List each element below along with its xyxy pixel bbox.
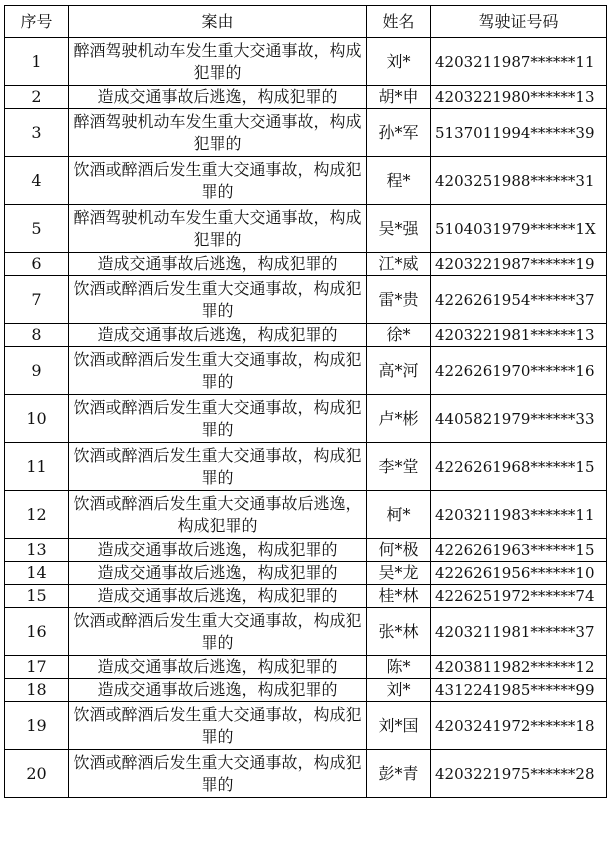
cell-name: 何*极 xyxy=(367,539,431,562)
cell-license: 4405821979******33 xyxy=(431,395,607,443)
table-row xyxy=(5,562,607,585)
header-row xyxy=(5,6,607,38)
cell-name: 吴*龙 xyxy=(367,562,431,585)
table-row xyxy=(5,608,607,656)
cell-license: 4226261968******15 xyxy=(431,443,607,491)
cell-no: 9 xyxy=(5,347,69,395)
cell-reason: 醉酒驾驶机动车发生重大交通事故，构成犯罪的 xyxy=(69,38,367,86)
cell-reason: 造成交通事故后逃逸，构成犯罪的 xyxy=(69,679,367,702)
cell-name: 刘* xyxy=(367,38,431,86)
cell-license: 4203811982******12 xyxy=(431,656,607,679)
cell-no: 1 xyxy=(5,38,69,86)
cell-reason: 饮酒或醉酒后发生重大交通事故，构成犯罪的 xyxy=(69,443,367,491)
table-row xyxy=(5,539,607,562)
cell-no: 10 xyxy=(5,395,69,443)
cell-name: 徐* xyxy=(367,324,431,347)
cell-name: 彭*青 xyxy=(367,750,431,798)
header-license: 驾驶证号码 xyxy=(431,6,607,38)
cell-reason: 饮酒或醉酒后发生重大交通事故，构成犯罪的 xyxy=(69,702,367,750)
cell-reason: 饮酒或醉酒后发生重大交通事故，构成犯罪的 xyxy=(69,347,367,395)
cell-reason: 醉酒驾驶机动车发生重大交通事故，构成犯罪的 xyxy=(69,109,367,157)
cell-no: 2 xyxy=(5,86,69,109)
cell-license: 4226251972******74 xyxy=(431,585,607,608)
cell-name: 陈* xyxy=(367,656,431,679)
cell-reason: 造成交通事故后逃逸，构成犯罪的 xyxy=(69,324,367,347)
cell-name: 程* xyxy=(367,157,431,205)
cell-reason: 饮酒或醉酒后发生重大交通事故，构成犯罪的 xyxy=(69,276,367,324)
cell-name: 张*林 xyxy=(367,608,431,656)
table-row xyxy=(5,443,607,491)
cell-name: 江*威 xyxy=(367,253,431,276)
header-no: 序号 xyxy=(5,6,69,38)
cell-name: 柯* xyxy=(367,491,431,539)
cell-no: 7 xyxy=(5,276,69,324)
cell-name: 雷*贵 xyxy=(367,276,431,324)
cell-name: 高*河 xyxy=(367,347,431,395)
cell-license: 4203241972******18 xyxy=(431,702,607,750)
cell-name: 刘* xyxy=(367,679,431,702)
cell-license: 4203251988******31 xyxy=(431,157,607,205)
cell-name: 胡*申 xyxy=(367,86,431,109)
cell-no: 8 xyxy=(5,324,69,347)
table-row xyxy=(5,702,607,750)
table-row xyxy=(5,157,607,205)
header-reason: 案由 xyxy=(69,6,367,38)
cell-reason: 饮酒或醉酒后发生重大交通事故，构成犯罪的 xyxy=(69,157,367,205)
table-row xyxy=(5,86,607,109)
cell-reason: 造成交通事故后逃逸，构成犯罪的 xyxy=(69,86,367,109)
cell-no: 15 xyxy=(5,585,69,608)
cell-name: 李*堂 xyxy=(367,443,431,491)
cell-no: 20 xyxy=(5,750,69,798)
cell-no: 13 xyxy=(5,539,69,562)
cell-reason: 造成交通事故后逃逸，构成犯罪的 xyxy=(69,656,367,679)
violations-table xyxy=(4,5,607,798)
cell-no: 18 xyxy=(5,679,69,702)
cell-license: 4203221975******28 xyxy=(431,750,607,798)
cell-reason: 饮酒或醉酒后发生重大交通事故，构成犯罪的 xyxy=(69,608,367,656)
cell-license: 4203211983******11 xyxy=(431,491,607,539)
cell-no: 17 xyxy=(5,656,69,679)
cell-no: 16 xyxy=(5,608,69,656)
cell-no: 12 xyxy=(5,491,69,539)
cell-reason: 饮酒或醉酒后发生重大交通事故后逃逸，构成犯罪的 xyxy=(69,491,367,539)
cell-license: 4226261954******37 xyxy=(431,276,607,324)
table-row xyxy=(5,656,607,679)
cell-reason: 造成交通事故后逃逸，构成犯罪的 xyxy=(69,562,367,585)
cell-no: 5 xyxy=(5,205,69,253)
cell-no: 14 xyxy=(5,562,69,585)
cell-no: 19 xyxy=(5,702,69,750)
cell-no: 3 xyxy=(5,109,69,157)
table-row xyxy=(5,585,607,608)
table-row xyxy=(5,324,607,347)
header-name: 姓名 xyxy=(367,6,431,38)
cell-no: 11 xyxy=(5,443,69,491)
cell-license: 4226261963******15 xyxy=(431,539,607,562)
cell-reason: 造成交通事故后逃逸，构成犯罪的 xyxy=(69,539,367,562)
table-row xyxy=(5,253,607,276)
cell-reason: 造成交通事故后逃逸，构成犯罪的 xyxy=(69,253,367,276)
table-row xyxy=(5,205,607,253)
table-row xyxy=(5,395,607,443)
cell-name: 孙*军 xyxy=(367,109,431,157)
cell-license: 5137011994******39 xyxy=(431,109,607,157)
cell-license: 4203211981******37 xyxy=(431,608,607,656)
cell-license: 4203221981******13 xyxy=(431,324,607,347)
cell-no: 6 xyxy=(5,253,69,276)
cell-reason: 醉酒驾驶机动车发生重大交通事故，构成犯罪的 xyxy=(69,205,367,253)
cell-license: 4203221980******13 xyxy=(431,86,607,109)
cell-license: 4203221987******19 xyxy=(431,253,607,276)
cell-license: 4226261970******16 xyxy=(431,347,607,395)
cell-license: 4312241985******99 xyxy=(431,679,607,702)
cell-name: 卢*彬 xyxy=(367,395,431,443)
table-row xyxy=(5,347,607,395)
cell-reason: 饮酒或醉酒后发生重大交通事故，构成犯罪的 xyxy=(69,395,367,443)
cell-license: 5104031979******1X xyxy=(431,205,607,253)
table-row xyxy=(5,109,607,157)
table-row xyxy=(5,38,607,86)
cell-license: 4203211987******11 xyxy=(431,38,607,86)
table-row xyxy=(5,750,607,798)
cell-no: 4 xyxy=(5,157,69,205)
table-row xyxy=(5,491,607,539)
cell-license: 4226261956******10 xyxy=(431,562,607,585)
cell-name: 桂*林 xyxy=(367,585,431,608)
table-row xyxy=(5,679,607,702)
table-row xyxy=(5,276,607,324)
cell-reason: 造成交通事故后逃逸，构成犯罪的 xyxy=(69,585,367,608)
cell-reason: 饮酒或醉酒后发生重大交通事故，构成犯罪的 xyxy=(69,750,367,798)
table-body xyxy=(5,38,607,798)
cell-name: 吴*强 xyxy=(367,205,431,253)
cell-name: 刘*国 xyxy=(367,702,431,750)
